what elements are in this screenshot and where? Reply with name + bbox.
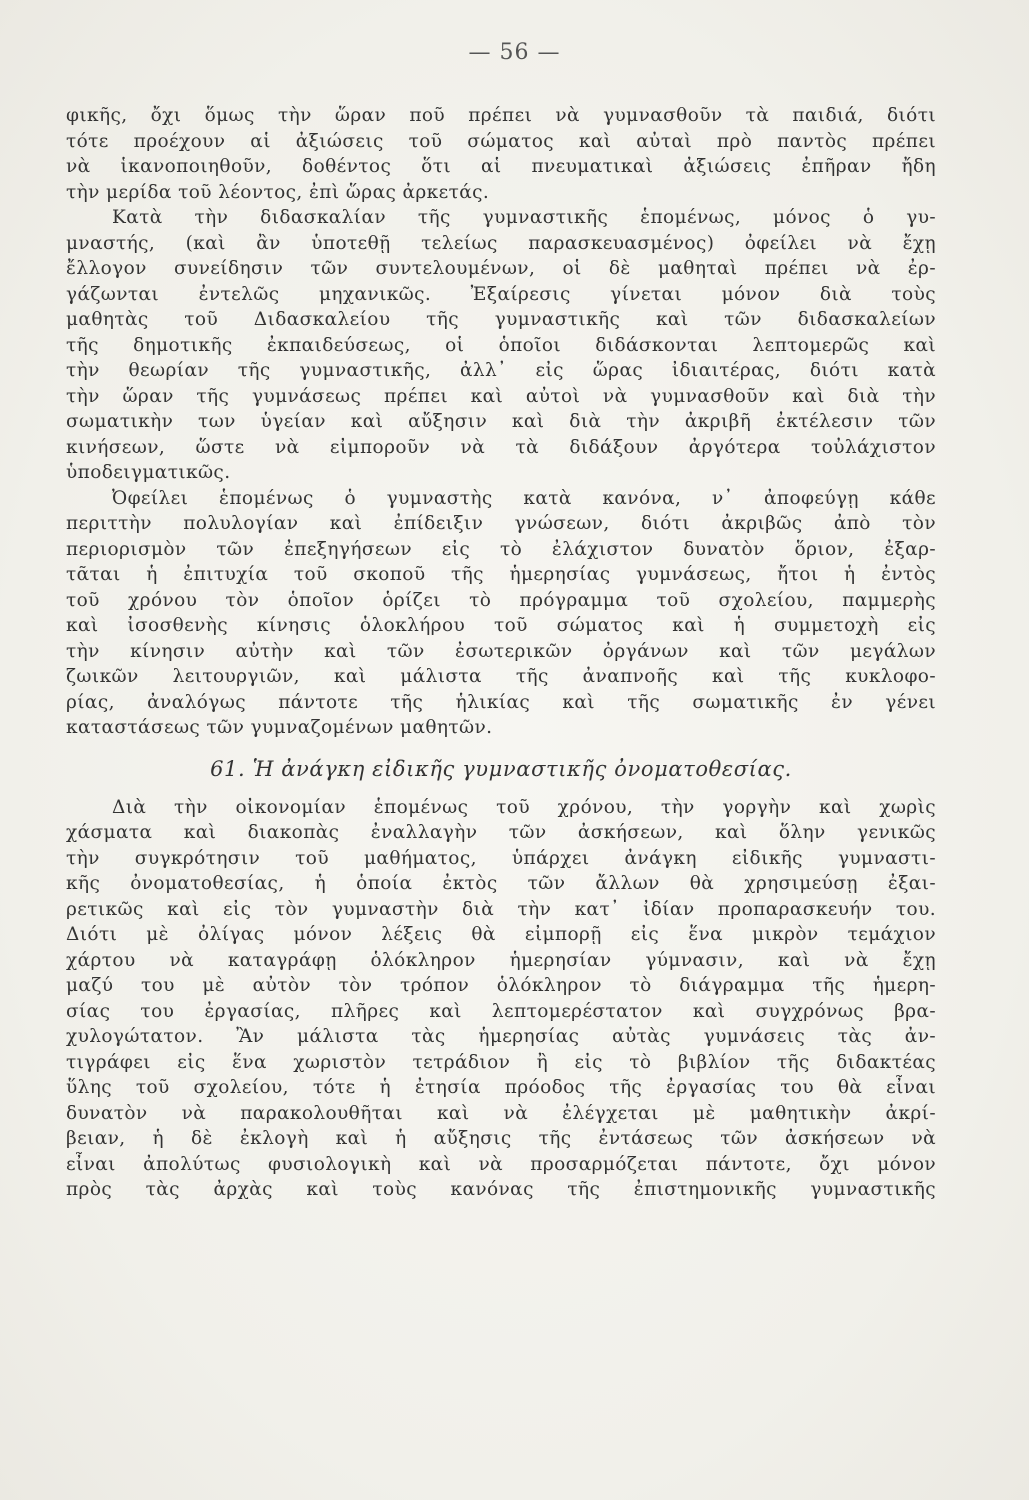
text-line: Κατὰ τὴν διδασκαλίαν τῆς γυμναστικῆς ἑπομένως, μόνος ὁ γυ- bbox=[112, 207, 936, 228]
text-line: σωματικὴν των ὑγείαν καὶ αὔξησιν καὶ διὰ τὴν ἀκριβῆ ἐκτέλεσιν τῶν bbox=[66, 411, 936, 432]
page-body bbox=[66, 103, 936, 1203]
text-line: Διὰ τὴν οἰκονομίαν ἑπομένως τοῦ χρόνου, τὴν γοργὴν καὶ χωρὶς bbox=[112, 796, 936, 818]
text-line: ὑποδειγματικῶς. bbox=[66, 462, 231, 483]
page-number: — 56 — bbox=[468, 40, 561, 65]
paragraph-4 bbox=[66, 795, 936, 1203]
text-line: κινήσεων, ὥστε νὰ εἰμποροῦν νὰ τὰ διδάξουν ἀργότερα τοὐλάχιστον bbox=[66, 436, 936, 458]
text-line: περιττὴν πολυλογίαν καὶ ἐπίδειξιν γνώσεων, διότι ἀκριβῶς ἀπὸ τὸν bbox=[66, 513, 936, 534]
text-line: ζωικῶν λειτουργιῶν, καὶ μάλιστα τῆς ἀναπνοῆς καὶ τῆς κυκλοφο- bbox=[66, 666, 936, 687]
text-line: τὴν κίνησιν αὐτὴν καὶ τῶν ἐσωτερικῶν ὀργάνων καὶ τῶν μεγάλων bbox=[66, 640, 936, 662]
text-line: πρὸς τὰς ἀρχὰς καὶ τοὺς κανόνας τῆς ἐπιστημονικῆς γυμναστικῆς bbox=[66, 1179, 936, 1200]
text-line: χάσματα καὶ διακοπὰς ἐναλλαγὴν τῶν ἀσκήσεων, καὶ ὅλην γενικῶς bbox=[66, 822, 936, 843]
text-line: τῆς δημοτικῆς ἐκπαιδεύσεως, οἱ ὁποῖοι διδάσκονται λεπτομερῶς καὶ bbox=[66, 334, 936, 356]
text-line: χάρτου νὰ καταγράφῃ ὁλόκληρον ἡμερησίαν γύμνασιν, καὶ νὰ ἔχῃ bbox=[66, 949, 936, 971]
text-line: καὶ ἰσοσθενὴς κίνησις ὁλοκλήρου τοῦ σώματος καὶ ἡ συμμετοχὴ εἰς bbox=[66, 615, 936, 636]
text-line: ρετικῶς καὶ εἰς τὸν γυμναστὴν διὰ τὴν κατ᾽ ἰδίαν προπαρασκευήν του. bbox=[66, 898, 936, 920]
text-line: γάζωνται ἐντελῶς μηχανικῶς. Ἐξαίρεσις γίνεται μόνον διὰ τοὺς bbox=[66, 283, 936, 305]
text-line: ἔλλογον συνείδησιν τῶν συντελουμένων, οἱ δὲ μαθηταὶ πρέπει νὰ ἐρ- bbox=[66, 258, 936, 279]
text-line: τᾶται ἡ ἐπιτυχία τοῦ σκοποῦ τῆς ἡμερησίας γυμνάσεως, ἤτοι ἡ ἐντὸς bbox=[66, 564, 936, 585]
paragraph-3 bbox=[66, 486, 936, 741]
text-line: τὴν ὥραν τῆς γυμνάσεως πρέπει καὶ αὐτοὶ νὰ γυμνασθοῦν καὶ διὰ τὴν bbox=[66, 385, 936, 407]
text-line: τότε προέχουν αἱ ἀξιώσεις τοῦ σώματος καὶ αὐταὶ πρὸ παντὸς πρέπει bbox=[66, 130, 936, 152]
text-line: τιγράφει εἰς ἕνα χωριστὸν τετράδιον ἢ εἰς τὸ βιβλίον τῆς διδακτέας bbox=[66, 1051, 936, 1073]
text-line: μαθητὰς τοῦ Διδασκαλείου τῆς γυμναστικῆς καὶ τῶν διδασκαλείων bbox=[66, 309, 936, 330]
text-line: φικῆς, ὄχι ὅμως τὴν ὥραν ποῦ πρέπει νὰ γυμνασθοῦν τὰ παιδιά, διότι bbox=[66, 105, 936, 126]
paragraph-1 bbox=[66, 103, 936, 205]
text-line: ὕλης τοῦ σχολείου, τότε ἡ ἐτησία πρόοδος τῆς ἐργασίας του θὰ εἶναι bbox=[66, 1077, 936, 1098]
text-line: τὴν θεωρίαν τῆς γυμναστικῆς, ἀλλ᾽ εἰς ὥρας ἰδιαιτέρας, διότι κατὰ bbox=[66, 360, 936, 381]
text-line: νὰ ἱκανοποιηθοῦν, δοθέντος ὅτι αἱ πνευματικαὶ ἀξιώσεις ἐπῆραν ἤδη bbox=[66, 156, 936, 177]
text-line: καταστάσεως τῶν γυμναζομένων μαθητῶν. bbox=[66, 717, 493, 738]
text-line: Διότι μὲ ὀλίγας μόνον λέξεις θὰ εἰμπορῇ εἰς ἕνα μικρὸν τεμάχιον bbox=[66, 924, 936, 945]
text-line: εἶναι ἀπολύτως φυσιολογικὴ καὶ νὰ προσαρμόζεται πάντοτε, ὄχι μόνον bbox=[66, 1153, 936, 1175]
text-line: περιορισμὸν τῶν ἐπεξηγήσεων εἰς τὸ ἐλάχιστον δυνατὸν ὅριον, ἐξαρ- bbox=[66, 538, 936, 560]
text-line: κῆς ὀνοματοθεσίας, ἡ ὁποία ἐκτὸς τῶν ἄλλων θὰ χρησιμεύσῃ ἐξαι- bbox=[66, 873, 936, 894]
text-line: τὴν συγκρότησιν τοῦ μαθήματος, ὑπάρχει ἀνάγκη εἰδικῆς γυμναστι- bbox=[66, 847, 936, 869]
text-line: δυνατὸν νὰ παρακολουθῆται καὶ νὰ ἐλέγχεται μὲ μαθητικὴν ἀκρί- bbox=[66, 1102, 936, 1124]
text-line: τὴν μερίδα τοῦ λέοντος, ἐπὶ ὥρας ἀρκετάς. bbox=[66, 181, 490, 203]
text-line: σίας του ἐργασίας, πλῆρες καὶ λεπτομερέστατον καὶ συγχρόνως βρα- bbox=[66, 1000, 936, 1022]
text-line: μαζύ του μὲ αὐτὸν τὸν τρόπον ὁλόκληρον τὸ διάγραμμα τῆς ἡμερη- bbox=[66, 975, 936, 996]
section-heading: 61. Ἡ ἀνάγκη εἰδικῆς γυμναστικῆς ὀνοματοθεσίας. bbox=[210, 756, 792, 781]
text-line: ρίας, ἀναλόγως πάντοτε τῆς ἡλικίας καὶ τῆς σωματικῆς ἐν γένει bbox=[66, 691, 936, 713]
text-line: βειαν, ἡ δὲ ἐκλογὴ καὶ ἡ αὔξησις τῆς ἐντάσεως τῶν ἀσκήσεων νὰ bbox=[66, 1128, 936, 1149]
text-line: μναστής, (καὶ ἂν ὑποτεθῇ τελείως παρασκευασμένος) ὀφείλει νὰ ἔχῃ bbox=[66, 232, 936, 254]
text-line: τοῦ χρόνου τὸν ὁποῖον ὁρίζει τὸ πρόγραμμα τοῦ σχολείου, παμμερὴς bbox=[66, 589, 936, 611]
text-line: Ὀφείλει ἑπομένως ὁ γυμναστὴς κατὰ κανόνα, ν᾽ ἀποφεύγῃ κάθε bbox=[112, 487, 936, 509]
paragraph-2 bbox=[66, 205, 936, 486]
text-line: χυλογώτατον. Ἂν μάλιστα τὰς ἡμερησίας αὐτὰς γυμνάσεις τὰς ἀν- bbox=[66, 1026, 936, 1047]
